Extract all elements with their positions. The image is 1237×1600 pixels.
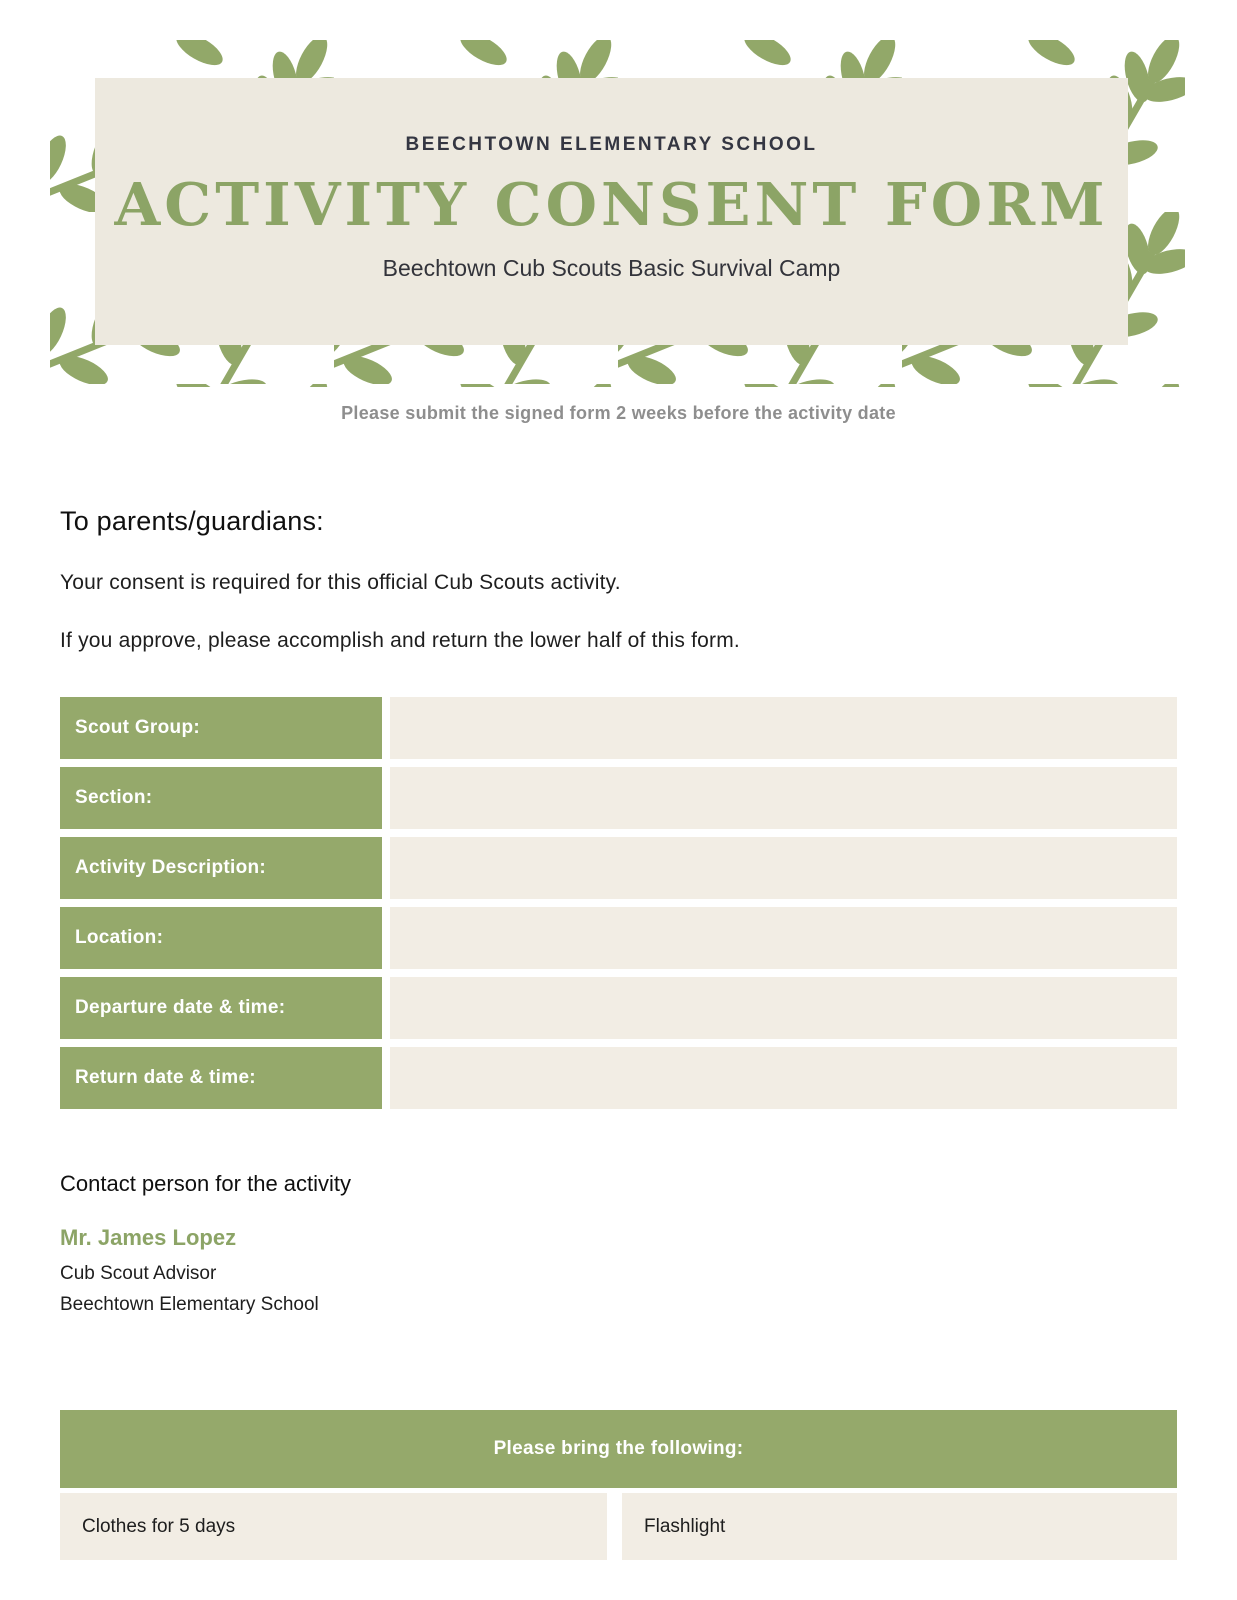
contact-heading: Contact person for the activity — [60, 1171, 352, 1196]
form-body — [60, 506, 1177, 1560]
contact-name: Mr. James Lopez — [60, 1225, 237, 1250]
field-label-activity-description: Activity Description: — [60, 837, 382, 899]
header-banner — [50, 40, 1185, 387]
field-value-departure[interactable] — [390, 977, 1177, 1039]
intro-heading: To parents/guardians: — [60, 506, 324, 536]
field-label-departure: Departure date & time: — [60, 977, 382, 1039]
contact-role: Cub Scout Advisor — [60, 1263, 217, 1284]
field-value-scout-group[interactable] — [390, 697, 1177, 759]
bring-item-clothes: Clothes for 5 days — [60, 1493, 607, 1560]
field-value-activity-description[interactable] — [390, 837, 1177, 899]
bring-item-flashlight: Flashlight — [622, 1493, 1177, 1560]
form-row-activity-description — [60, 837, 1177, 899]
field-label-location: Location: — [60, 907, 382, 969]
form-row-location — [60, 907, 1177, 969]
contact-section — [60, 1171, 1177, 1316]
page-title: ACTIVITY CONSENT FORM — [114, 170, 1109, 239]
field-value-section[interactable] — [390, 767, 1177, 829]
document-page — [0, 40, 1237, 1600]
event-subtitle: Beechtown Cub Scouts Basic Survival Camp — [382, 255, 841, 281]
header-card — [95, 78, 1128, 345]
bring-list — [60, 1493, 1177, 1560]
field-label-section: Section: — [60, 767, 382, 829]
field-value-location[interactable] — [390, 907, 1177, 969]
consent-form-table — [60, 697, 1177, 1109]
intro-line-2: If you approve, please accomplish and return the lower half of this form. — [60, 629, 740, 652]
form-row-scout-group — [60, 697, 1177, 759]
field-label-scout-group: Scout Group: — [60, 697, 382, 759]
form-row-section — [60, 767, 1177, 829]
field-value-return[interactable] — [390, 1047, 1177, 1109]
intro-line-1: Your consent is required for this official Cub Scouts activity. — [60, 571, 621, 594]
submission-note: Please submit the signed form 2 weeks before the activity date — [341, 403, 896, 423]
school-name: BEECHTOWN ELEMENTARY SCHOOL — [405, 134, 818, 155]
contact-org: Beechtown Elementary School — [60, 1294, 319, 1315]
field-label-return: Return date & time: — [60, 1047, 382, 1109]
form-row-return — [60, 1047, 1177, 1109]
bring-list-header: Please bring the following: — [60, 1410, 1177, 1488]
form-row-departure — [60, 977, 1177, 1039]
